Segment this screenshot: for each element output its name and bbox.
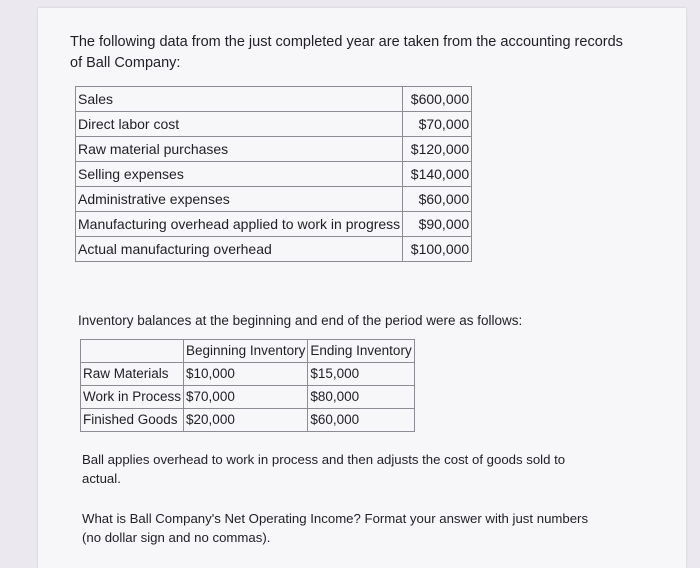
row-label: Finished Goods [81,409,184,432]
table-row [76,162,472,187]
table-row [81,363,415,386]
row-value: $90,000 [403,212,472,237]
row-label: Actual manufacturing overhead [76,237,403,262]
row-label: Raw material purchases [76,137,403,162]
header-cell: Beginning Inventory [184,340,308,363]
table-cell: $70,000 [184,386,308,409]
row-label: Manufacturing overhead applied to work in progress [76,212,403,237]
row-value: $100,000 [403,237,472,262]
row-value: $120,000 [403,137,472,162]
table-row [76,137,472,162]
header-cell [81,340,184,363]
row-label: Raw Materials [81,363,184,386]
header-cell: Ending Inventory [308,340,414,363]
table-row [76,87,472,112]
overhead-note: Ball applies overhead to work in process and then adjusts the cost of goods sold to actual. [82,452,566,486]
table-row [76,112,472,137]
question-text: What is Ball Company's Net Operating Income? Format your answer with just numbers (no dollar sign and no commas). [82,511,589,545]
row-value: $70,000 [403,112,472,137]
table-cell: $80,000 [308,386,414,409]
row-label: Direct labor cost [76,112,403,137]
inventory-intro-text: Inventory balances at the beginning and end of the period were as follows: [78,313,523,328]
row-label: Work in Process [81,386,184,409]
intro-text: The following data from the just completed year are taken from the accounting records of Ball Company: [70,34,623,71]
row-value: $60,000 [403,187,472,212]
table-cell: $20,000 [184,409,308,432]
cost-data-table [75,86,472,262]
table-cell: $10,000 [184,363,308,386]
table-cell: $15,000 [308,363,414,386]
row-value: $140,000 [403,162,472,187]
row-label: Selling expenses [76,162,403,187]
inventory-table [80,339,415,432]
table-row [76,212,472,237]
table-header-row [81,340,415,363]
row-label: Sales [76,87,403,112]
row-value: $600,000 [403,87,472,112]
row-label: Administrative expenses [76,187,403,212]
table-row [81,409,415,432]
table-row [76,237,472,262]
table-row [81,386,415,409]
table-cell: $60,000 [308,409,414,432]
table-row [76,187,472,212]
